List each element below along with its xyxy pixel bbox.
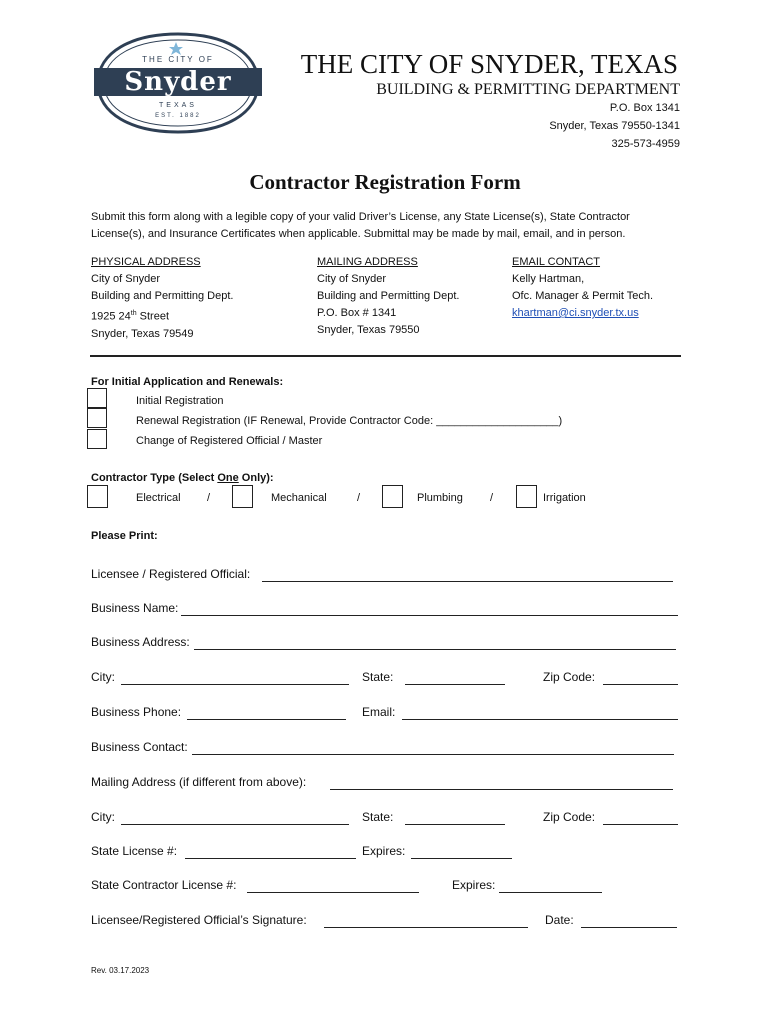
logo-top-text: THE CITY OF bbox=[142, 55, 214, 64]
revision-note: Rev. 03.17.2023 bbox=[91, 966, 150, 975]
email-contact-name: Kelly Hartman, bbox=[512, 273, 585, 285]
initial-registration-checkbox[interactable] bbox=[87, 388, 107, 408]
city2-label: City: bbox=[91, 810, 115, 824]
mailing-address-label: Mailing Address (if different from above): bbox=[91, 775, 307, 789]
plumbing-checkbox[interactable] bbox=[382, 485, 403, 508]
initial-registration-label: Initial Registration bbox=[136, 395, 224, 407]
city-state-zip: Snyder, Texas 79550-1341 bbox=[549, 120, 680, 132]
signature-input[interactable] bbox=[324, 927, 528, 928]
city-label: City: bbox=[91, 670, 115, 684]
po-box: P.O. Box 1341 bbox=[609, 102, 680, 114]
physical-line-2: Building and Permitting Dept. bbox=[91, 290, 234, 302]
irrigation-checkbox[interactable] bbox=[516, 485, 537, 508]
zip-input[interactable] bbox=[603, 684, 678, 685]
mailing-line-4: Snyder, Texas 79550 bbox=[317, 324, 420, 336]
licensee-label: Licensee / Registered Official: bbox=[91, 567, 251, 581]
electrical-checkbox[interactable] bbox=[87, 485, 108, 508]
business-name-input[interactable] bbox=[181, 615, 678, 616]
zip2-input[interactable] bbox=[603, 824, 678, 825]
physical-line-1: City of Snyder bbox=[91, 273, 161, 285]
city-title: THE CITY OF SNYDER, TEXAS bbox=[300, 49, 678, 79]
email-contact-link[interactable]: khartman@ci.snyder.tx.us bbox=[512, 307, 639, 319]
type-separator-2: / bbox=[357, 492, 361, 504]
department-title: BUILDING & PERMITTING DEPARTMENT bbox=[376, 81, 680, 98]
business-name-label: Business Name: bbox=[91, 601, 179, 615]
mailing-address-block bbox=[317, 254, 459, 339]
please-print-heading: Please Print: bbox=[91, 530, 158, 542]
logo-name: Snyder bbox=[124, 67, 232, 97]
expires1-input[interactable] bbox=[411, 858, 512, 859]
state-license-label: State License #: bbox=[91, 844, 178, 858]
expires2-label: Expires: bbox=[452, 878, 496, 892]
state-contractor-license-label: State Contractor License #: bbox=[91, 878, 237, 892]
state-label: State: bbox=[362, 670, 394, 684]
business-contact-input[interactable] bbox=[192, 754, 674, 755]
date-label: Date: bbox=[545, 913, 574, 927]
state2-label: State: bbox=[362, 810, 394, 824]
state-contractor-license-input[interactable] bbox=[247, 892, 419, 893]
zip2-label: Zip Code: bbox=[543, 810, 596, 824]
email-input[interactable] bbox=[402, 719, 678, 720]
expires1-label: Expires: bbox=[362, 844, 406, 858]
mechanical-label: Mechanical bbox=[271, 492, 327, 504]
logo-state: TEXAS bbox=[159, 102, 197, 109]
business-address-label: Business Address: bbox=[91, 635, 190, 649]
email-contact-title: Ofc. Manager & Permit Tech. bbox=[512, 290, 654, 302]
intro-line-1: Submit this form along with a legible copy of your valid Driver’s License, any State License(s), State Contractor bbox=[91, 211, 630, 223]
email-contact-heading: EMAIL CONTACT bbox=[512, 256, 601, 268]
city-input[interactable] bbox=[121, 684, 349, 685]
business-address-input[interactable] bbox=[194, 649, 676, 650]
physical-line-4: Snyder, Texas 79549 bbox=[91, 327, 194, 340]
email-label: Email: bbox=[362, 705, 396, 719]
physical-street: 1925 24th Street bbox=[91, 310, 170, 323]
irrigation-label: Irrigation bbox=[543, 492, 586, 504]
email-contact-block bbox=[512, 254, 653, 322]
renewal-registration-checkbox[interactable] bbox=[87, 408, 107, 428]
plumbing-label: Plumbing bbox=[417, 492, 463, 504]
date-input[interactable] bbox=[581, 927, 677, 928]
electrical-label: Electrical bbox=[136, 492, 181, 504]
mechanical-checkbox[interactable] bbox=[232, 485, 253, 508]
contractor-type-heading: Contractor Type (Select One Only): bbox=[91, 472, 274, 484]
signature-label: Licensee/Registered Official’s Signature: bbox=[91, 913, 307, 927]
mailing-line-2: Building and Permitting Dept. bbox=[317, 290, 460, 302]
licensee-input[interactable] bbox=[262, 581, 673, 582]
business-contact-label: Business Contact: bbox=[91, 740, 188, 754]
physical-address-block bbox=[91, 254, 233, 343]
intro-line-2: License(s), and Insurance Certificates when applicable. Submittal may be made by mail, email, and in person. bbox=[91, 228, 626, 240]
city2-input[interactable] bbox=[121, 824, 349, 825]
change-official-label: Change of Registered Official / Master bbox=[136, 435, 323, 447]
mailing-line-1: City of Snyder bbox=[317, 273, 387, 285]
physical-address-heading: PHYSICAL ADDRESS bbox=[91, 256, 201, 268]
business-phone-label: Business Phone: bbox=[91, 705, 182, 719]
phone-number: 325-573-4959 bbox=[611, 138, 680, 150]
initial-heading: For Initial Application and Renewals: bbox=[91, 376, 284, 388]
mailing-address-input[interactable] bbox=[330, 789, 673, 790]
state-input[interactable] bbox=[405, 684, 505, 685]
type-separator-3: / bbox=[490, 492, 494, 504]
logo-est: EST. 1882 bbox=[155, 113, 201, 119]
mailing-line-3: P.O. Box # 1341 bbox=[317, 307, 397, 319]
state-license-input[interactable] bbox=[185, 858, 356, 859]
expires2-input[interactable] bbox=[499, 892, 602, 893]
change-official-checkbox[interactable] bbox=[87, 429, 107, 449]
state2-input[interactable] bbox=[405, 824, 505, 825]
type-separator-1: / bbox=[207, 492, 211, 504]
zip-label: Zip Code: bbox=[543, 670, 596, 684]
mailing-address-heading: MAILING ADDRESS bbox=[317, 256, 418, 268]
city-logo bbox=[92, 30, 264, 136]
renewal-registration-label: Renewal Registration (IF Renewal, Provide Contractor Code: ____________________) bbox=[136, 415, 563, 427]
business-phone-input[interactable] bbox=[187, 719, 346, 720]
section-divider bbox=[90, 355, 681, 357]
form-title: Contractor Registration Form bbox=[249, 170, 521, 194]
